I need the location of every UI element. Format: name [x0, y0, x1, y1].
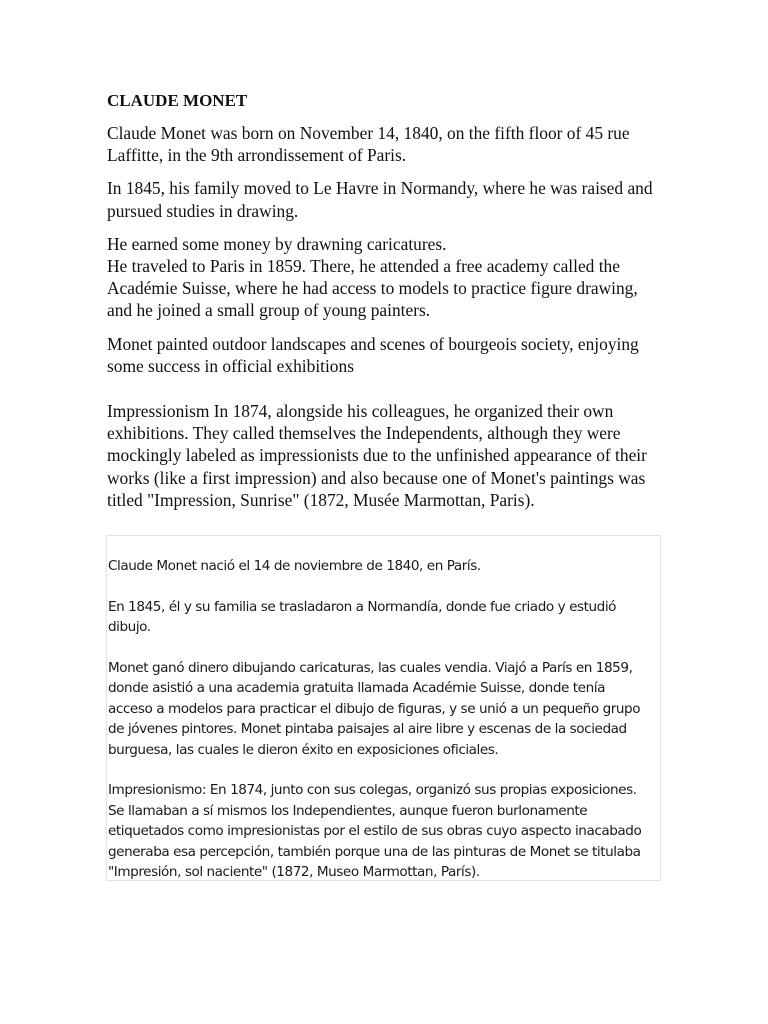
- text-line: pursued studies in drawing.: [107, 200, 299, 221]
- text-line: titled "Impression, Sunrise" (1872, Musée Marmottan, Paris).: [107, 489, 535, 510]
- text-line: Monet painted outdoor landscapes and scenes of bourgeois society, enjoying: [107, 333, 639, 354]
- text-line: Académie Suisse, where he had access to models to practice figure drawing,: [107, 278, 638, 299]
- text-line: burguesa, las cuales le dieron éxito en exposiciones oficiales.: [108, 741, 499, 758]
- text-line: Claude Monet nació el 14 de noviembre de 1840, en París.: [108, 558, 481, 574]
- text-line: acceso a modelos para practicar el dibujo de figuras, y se unió a un pequeño grupo: [108, 700, 641, 717]
- text-line: En 1845, él y su familia se trasladaron a Normandía, donde fue criado y estudió: [108, 598, 617, 615]
- spanish-paragraph-birth: [108, 556, 660, 576]
- text-line: exhibitions. They called themselves the Independents, although they were: [107, 423, 621, 444]
- text-line: dibujo.: [108, 619, 151, 636]
- text-line: Impressionism In 1874, alongside his colleagues, he organized their own: [107, 401, 614, 422]
- text-line: Claude Monet was born on November 14, 1840, on the fifth floor of 45 rue: [107, 123, 630, 143]
- english-section: [107, 90, 667, 522]
- spanish-paragraph-normandia: [108, 597, 660, 638]
- text-line: some success in official exhibitions: [107, 355, 354, 376]
- english-paragraph-landscapes: [107, 333, 667, 377]
- english-paragraph-paris: [107, 233, 667, 322]
- text-line: Impresionismo: En 1874, junto con sus colegas, organizó sus propias exposiciones.: [108, 782, 637, 799]
- english-paragraph-le-havre: [107, 177, 667, 221]
- spanish-translation-box: [106, 535, 661, 881]
- spanish-paragraph-paris: [108, 658, 660, 760]
- text-line: etiquetados como impresionistas por el estilo de sus obras cuyo aspecto inacabado: [108, 823, 642, 840]
- text-line: In 1845, his family moved to Le Havre in Normandy, where he was raised and: [107, 178, 653, 199]
- spanish-paragraph-impresionismo: [108, 780, 660, 882]
- text-line: Laffitte, in the 9th arrondissement of Paris.: [107, 145, 407, 166]
- text-line: Se llamaban a sí mismos los Independientes, aunque fueron burlonamente: [108, 802, 588, 819]
- text-line: de jóvenes pintores. Monet pintaba paisajes al aire libre y escenas de la sociedad: [108, 721, 627, 738]
- english-paragraph-birth: [107, 122, 667, 166]
- text-line: works (like a first impression) and also because one of Monet's paintings was: [107, 467, 646, 488]
- text-line: He traveled to Paris in 1859. There, he attended a free academy called the: [107, 256, 620, 277]
- document-title: CLAUDE MONET: [107, 91, 248, 110]
- text-line: "Impresión, sol naciente" (1872, Museo Marmottan, París).: [108, 864, 480, 881]
- text-line: He earned some money by drawning caricatures.: [107, 233, 447, 254]
- text-line: Monet ganó dinero dibujando caricaturas, las cuales vendia. Viajó a París en 1859,: [108, 660, 633, 676]
- english-paragraph-impressionism: [107, 400, 667, 511]
- text-line: generaba esa percepción, también porque una de las pinturas de Monet se titulaba: [108, 843, 641, 860]
- text-line: donde asistió a una academia gratuita llamada Académie Suisse, donde tenía: [108, 680, 605, 697]
- text-line: mockingly labeled as impressionists due to the unfinished appearance of their: [107, 445, 647, 466]
- text-line: and he joined a small group of young painters.: [107, 300, 431, 321]
